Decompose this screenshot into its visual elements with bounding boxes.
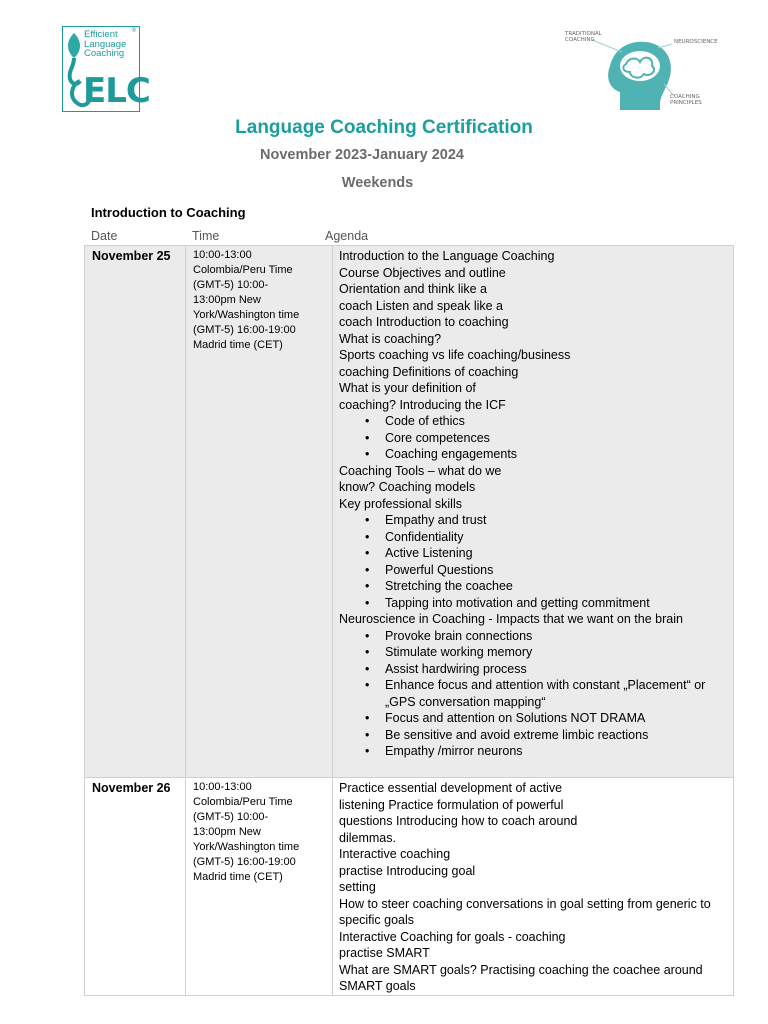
- list-item: • Coaching engagements: [385, 446, 727, 463]
- time-cell: [186, 778, 333, 996]
- registered-mark: ®: [131, 28, 136, 34]
- agenda-line: practise Introducing goal: [339, 863, 476, 878]
- list-item: • Stimulate working memory: [385, 644, 727, 661]
- agenda-line: Interactive coaching: [339, 847, 451, 861]
- bullet-list: [339, 413, 727, 463]
- list-item: • Active Listening: [385, 545, 727, 562]
- session-date: November 26: [92, 781, 171, 795]
- bullet-list: [339, 512, 727, 611]
- agenda-line: Sports coaching vs life coaching/business: [339, 348, 571, 362]
- agenda-line: practise SMART: [339, 946, 430, 960]
- schedule-table: [84, 245, 734, 996]
- course-dates: November 2023-January 2024: [260, 147, 464, 163]
- table-row: [85, 778, 734, 996]
- agenda-line: Interactive Coaching for goals - coaching: [339, 929, 566, 944]
- elc-logo: [62, 26, 150, 112]
- date-cell: [85, 778, 186, 996]
- label-coaching-principles: COACHING PRINCIPLES: [670, 94, 702, 106]
- agenda-line: coaching Definitions of coaching: [339, 364, 519, 379]
- agenda-line: setting: [339, 880, 376, 894]
- agenda-cell: [333, 246, 734, 778]
- list-item: • Enhance focus and attention with constant „Placement“ or „GPS conversation mapping“: [385, 677, 727, 710]
- page-title: Language Coaching Certification: [235, 117, 533, 138]
- agenda-line: What is your definition of: [339, 381, 476, 395]
- agenda-line: Orientation and think like a: [339, 282, 488, 296]
- agenda-line: questions Introducing how to coach around: [339, 814, 578, 828]
- list-item: • Confidentiality: [385, 529, 727, 546]
- column-header-time: Time: [192, 229, 220, 243]
- list-item: • Provoke brain connections: [385, 628, 727, 645]
- list-item: • Empathy and trust: [385, 512, 727, 529]
- session-time: 10:00-13:00 Colombia/Peru Time (GMT-5) 10:00-13:00pm New York/Washington time (GMT-5) 16:00-19:00 Madrid time (CET): [193, 781, 300, 883]
- agenda-line: How to steer coaching conversations in goal setting from generic to specific goals: [339, 896, 711, 927]
- session-agenda: [333, 246, 733, 760]
- session-agenda: [333, 778, 733, 995]
- table-row: [85, 246, 734, 778]
- bullet-list: [339, 628, 727, 760]
- agenda-line: Neuroscience in Coaching - Impacts that we want on the brain: [339, 612, 683, 626]
- section-heading: Introduction to Coaching: [91, 205, 246, 220]
- neuro-coaching-logo: [560, 26, 720, 116]
- agenda-line: Introduction to the Language Coaching: [339, 249, 555, 263]
- agenda-line: listening Practice formulation of powerful: [339, 797, 564, 812]
- date-cell: [85, 246, 186, 778]
- logo-wordmark: [84, 30, 126, 59]
- list-item: • Empathy /mirror neurons: [385, 743, 727, 760]
- agenda-line: coach Introduction to coaching: [339, 315, 509, 329]
- logo-line-3: Coaching: [84, 48, 125, 60]
- column-header-agenda: Agenda: [325, 229, 369, 243]
- list-item: • Stretching the coachee: [385, 578, 727, 595]
- list-item: • Focus and attention on Solutions NOT DRAMA: [385, 710, 727, 727]
- agenda-line: Practice essential development of active: [339, 781, 563, 795]
- column-header-date: Date: [91, 229, 118, 243]
- list-item: • Assist hardwiring process: [385, 661, 727, 678]
- agenda-line: What is coaching?: [339, 331, 442, 346]
- agenda-line: Key professional skills: [339, 496, 462, 511]
- agenda-line: know? Coaching models: [339, 480, 476, 494]
- label-neuroscience: NEUROSCIENCE: [674, 39, 718, 45]
- logo-mark: ELC: [83, 71, 150, 111]
- list-item: • Code of ethics: [385, 413, 727, 430]
- session-date: November 25: [92, 249, 171, 263]
- list-item: • Be sensitive and avoid extreme limbic reactions: [385, 727, 727, 744]
- agenda-line: Coaching Tools – what do we: [339, 463, 502, 478]
- time-cell: [186, 246, 333, 778]
- agenda-line: What are SMART goals? Practising coaching the coachee around SMART goals: [339, 962, 703, 993]
- agenda-line: Course Objectives and outline: [339, 265, 506, 280]
- list-item: • Powerful Questions: [385, 562, 727, 579]
- session-time: 10:00-13:00 Colombia/Peru Time (GMT-5) 10:00-13:00pm New York/Washington time (GMT-5) 16:00-19:00 Madrid time (CET): [193, 249, 300, 351]
- list-item: • Tapping into motivation and getting commitment: [385, 595, 727, 612]
- agenda-cell: [333, 778, 734, 996]
- agenda-line: coaching? Introducing the ICF: [339, 397, 506, 412]
- logo-line-1: Efficient: [84, 29, 118, 40]
- logo-line-2: Language: [84, 38, 127, 50]
- list-item: • Core competences: [385, 430, 727, 447]
- course-schedule: Weekends: [341, 175, 414, 191]
- agenda-line: dilemmas.: [339, 830, 396, 845]
- label-traditional-coaching: TRADITIONAL COACHING: [565, 31, 602, 43]
- agenda-line: coach Listen and speak like a: [339, 298, 503, 313]
